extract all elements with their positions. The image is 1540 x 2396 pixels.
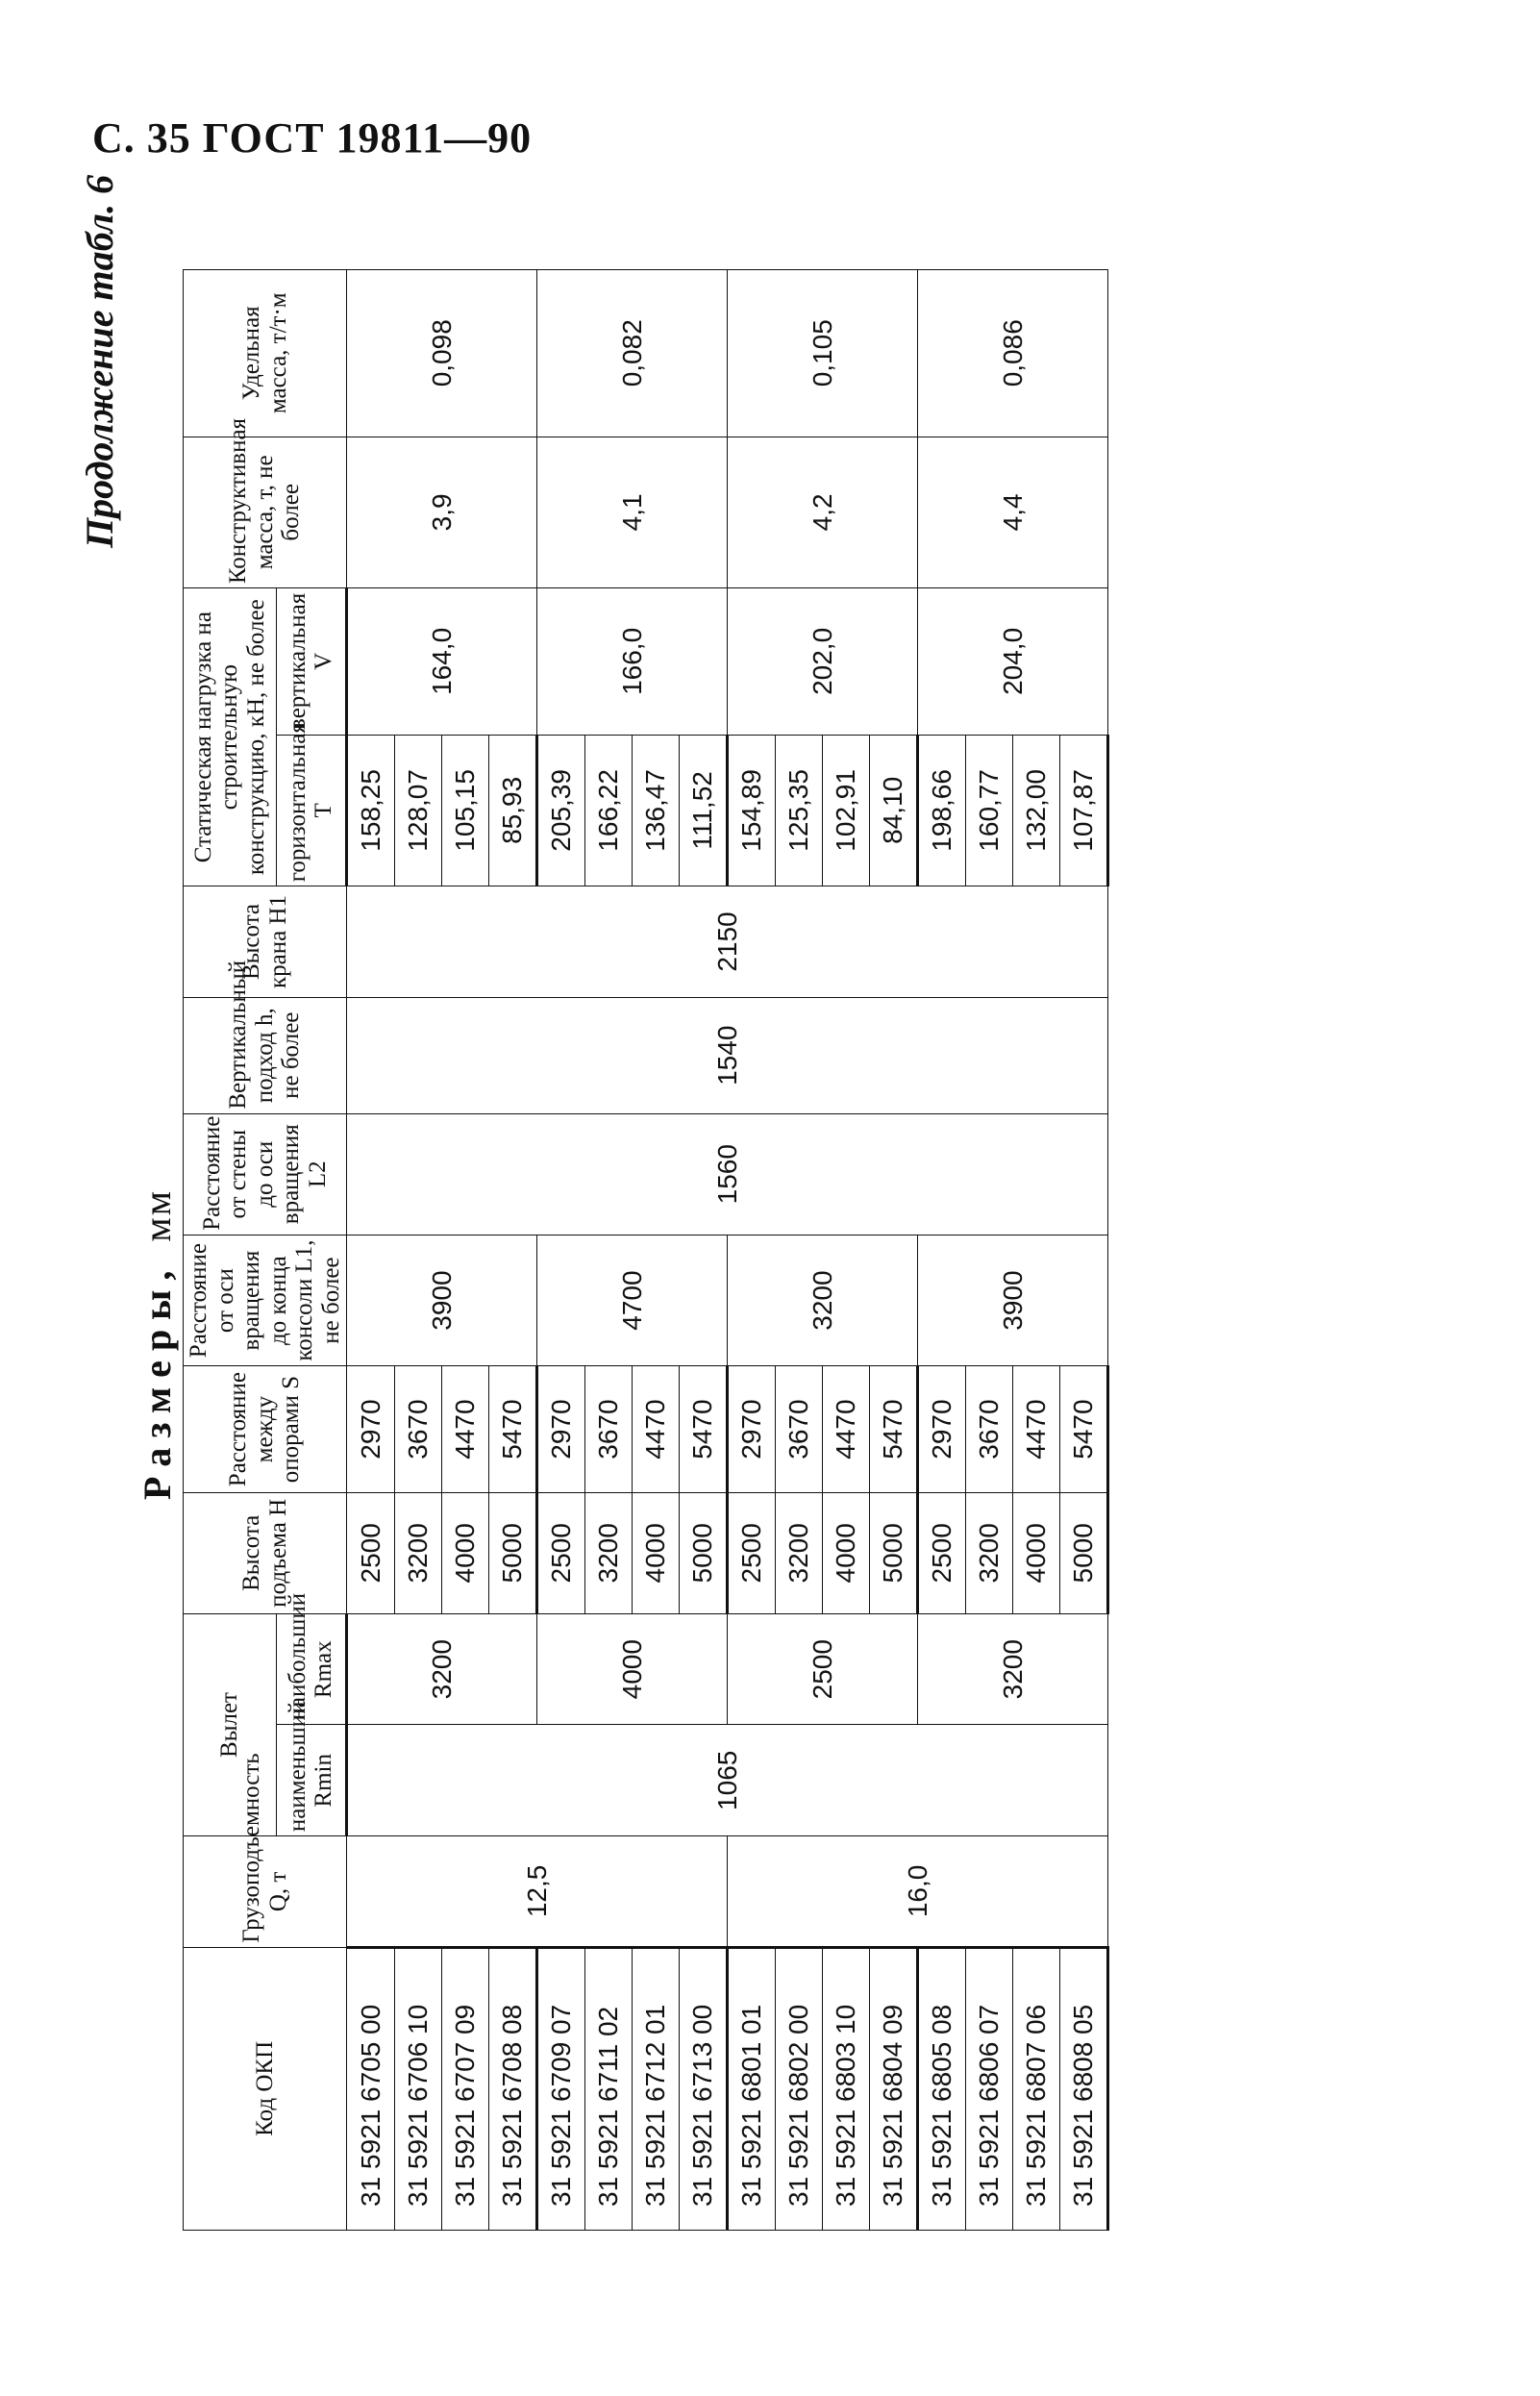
support-distance-cell: 5470 — [680, 1366, 728, 1492]
support-distance-cell: 3670 — [585, 1366, 633, 1492]
load-vertical-cell: 166,0 — [537, 588, 728, 735]
reach-max-cell: 4000 — [537, 1613, 728, 1725]
lift-height-cell: 5000 — [870, 1492, 918, 1613]
col-wall-distance-header: Расстояние от стены до оси вращения L2 — [184, 1113, 347, 1235]
load-horizontal-cell: 102,91 — [823, 735, 870, 886]
lift-height-cell: 3200 — [776, 1492, 823, 1613]
specific-mass-cell: 0,105 — [728, 270, 918, 437]
load-vertical-cell: 202,0 — [728, 588, 918, 735]
support-distance-cell: 3670 — [966, 1366, 1013, 1492]
lift-height-cell: 2500 — [728, 1492, 776, 1613]
col-code-header: Код ОКП — [184, 1947, 347, 2230]
vertical-approach-cell: 1540 — [347, 997, 1108, 1113]
load-vertical-cell: 164,0 — [347, 588, 537, 735]
structural-mass-cell: 4,2 — [728, 437, 918, 588]
col-vertical-approach-header: Вертикальный подход h, не более — [184, 997, 347, 1113]
capacity-cell: 16,0 — [728, 1836, 1108, 1948]
okp-code-cell: 31 5921 6711 02 — [585, 1947, 633, 2230]
continuation-label: Продолжение табл. 6 — [78, 174, 121, 548]
support-distance-cell: 2970 — [347, 1366, 395, 1492]
okp-code-cell: 31 5921 6808 05 — [1060, 1947, 1108, 2230]
load-horizontal-cell: 85,93 — [489, 735, 537, 886]
okp-code-cell: 31 5921 6807 06 — [1013, 1947, 1060, 2230]
okp-code-cell: 31 5921 6801 01 — [728, 1947, 776, 2230]
load-horizontal-cell: 166,22 — [585, 735, 633, 886]
lift-height-cell: 3200 — [395, 1492, 442, 1613]
okp-code-cell: 31 5921 6804 09 — [870, 1947, 918, 2230]
load-horizontal-cell: 136,47 — [633, 735, 680, 886]
reach-min-cell: 1065 — [347, 1725, 1108, 1836]
col-structural-mass-header: Конструктивная масса, т, не более — [184, 437, 347, 588]
load-horizontal-cell: 205,39 — [537, 735, 585, 886]
support-distance-cell: 4470 — [823, 1366, 870, 1492]
support-distance-cell: 5470 — [489, 1366, 537, 1492]
col-reach-min-header: наименьший Rmin — [276, 1725, 346, 1836]
okp-code-cell: 31 5921 6707 09 — [442, 1947, 489, 2230]
support-distance-cell: 2970 — [728, 1366, 776, 1492]
rotated-table-region — [77, 174, 1327, 2231]
table-row — [728, 270, 776, 2231]
dimensions-unit: мм — [136, 1188, 179, 1242]
dimensions-caption — [135, 1189, 180, 1500]
lift-height-cell: 2500 — [537, 1492, 585, 1613]
page-header: С. 35 ГОСТ 19811—90 — [92, 114, 533, 162]
okp-code-cell: 31 5921 6708 08 — [489, 1947, 537, 2230]
structural-mass-cell: 4,4 — [918, 437, 1108, 588]
lift-height-cell: 3200 — [966, 1492, 1013, 1613]
col-load-horizontal-header: горизонтальная T — [276, 735, 346, 886]
load-horizontal-cell: 84,10 — [870, 735, 918, 886]
lift-height-cell: 4000 — [442, 1492, 489, 1613]
col-static-load-header: Статическая нагрузка на строительную конструкцию, кН, не более — [184, 588, 277, 886]
structural-mass-cell: 3,9 — [347, 437, 537, 588]
okp-code-cell: 31 5921 6709 07 — [537, 1947, 585, 2230]
col-crane-height-header: Высота крана H1 — [184, 886, 347, 998]
load-horizontal-cell: 107,87 — [1060, 735, 1108, 886]
lift-height-cell: 3200 — [585, 1492, 633, 1613]
col-support-distance-header: Расстояние между опорами S — [184, 1366, 347, 1492]
okp-code-cell: 31 5921 6705 00 — [347, 1947, 395, 2230]
lift-height-cell: 2500 — [918, 1492, 966, 1613]
load-horizontal-cell: 198,66 — [918, 735, 966, 886]
table-row — [347, 270, 395, 2231]
col-specific-mass-header: Удельная масса, т/т·м — [184, 270, 347, 437]
support-distance-cell: 5470 — [1060, 1366, 1108, 1492]
wall-distance-cell: 1560 — [347, 1113, 1108, 1235]
lift-height-cell: 5000 — [1060, 1492, 1108, 1613]
lift-height-cell: 5000 — [680, 1492, 728, 1613]
col-lift-height-header: Высота подъема H — [184, 1492, 347, 1613]
support-distance-cell: 4470 — [633, 1366, 680, 1492]
support-distance-cell: 5470 — [870, 1366, 918, 1492]
okp-code-cell: 31 5921 6803 10 — [823, 1947, 870, 2230]
reach-max-cell: 3200 — [347, 1613, 537, 1725]
okp-code-cell: 31 5921 6712 01 — [633, 1947, 680, 2230]
load-horizontal-cell: 125,35 — [776, 735, 823, 886]
lift-height-cell: 4000 — [1013, 1492, 1060, 1613]
load-horizontal-cell: 158,25 — [347, 735, 395, 886]
support-distance-cell: 3670 — [776, 1366, 823, 1492]
okp-code-cell: 31 5921 6805 08 — [918, 1947, 966, 2230]
load-horizontal-cell: 111,52 — [680, 735, 728, 886]
okp-code-cell: 31 5921 6802 00 — [776, 1947, 823, 2230]
lift-height-cell: 4000 — [633, 1492, 680, 1613]
specific-mass-cell: 0,098 — [347, 270, 537, 437]
reach-max-cell: 2500 — [728, 1613, 918, 1725]
okp-code-cell: 31 5921 6806 07 — [966, 1947, 1013, 2230]
lift-height-cell: 5000 — [489, 1492, 537, 1613]
load-horizontal-cell: 154,89 — [728, 735, 776, 886]
spec-table — [183, 269, 1109, 2231]
specific-mass-cell: 0,086 — [918, 270, 1108, 437]
reach-max-cell: 3200 — [918, 1613, 1108, 1725]
boom-end-distance-cell: 3900 — [918, 1235, 1108, 1366]
specific-mass-cell: 0,082 — [537, 270, 728, 437]
load-horizontal-cell: 105,15 — [442, 735, 489, 886]
structural-mass-cell: 4,1 — [537, 437, 728, 588]
boom-end-distance-cell: 3900 — [347, 1235, 537, 1366]
load-horizontal-cell: 132,00 — [1013, 735, 1060, 886]
support-distance-cell: 2970 — [918, 1366, 966, 1492]
lift-height-cell: 4000 — [823, 1492, 870, 1613]
col-capacity-header: Грузоподъемность Q, т — [184, 1836, 347, 1948]
boom-end-distance-cell: 3200 — [728, 1235, 918, 1366]
col-reach-max-header: наибольший Rmax — [276, 1613, 346, 1725]
okp-code-cell: 31 5921 6706 10 — [395, 1947, 442, 2230]
okp-code-cell: 31 5921 6713 00 — [680, 1947, 728, 2230]
lift-height-cell: 2500 — [347, 1492, 395, 1613]
support-distance-cell: 2970 — [537, 1366, 585, 1492]
boom-end-distance-cell: 4700 — [537, 1235, 728, 1366]
spec-table-body — [347, 270, 1108, 2231]
support-distance-cell: 3670 — [395, 1366, 442, 1492]
capacity-cell: 12,5 — [347, 1836, 728, 1948]
load-vertical-cell: 204,0 — [918, 588, 1108, 735]
dimensions-caption-text: Размеры, — [136, 1260, 179, 1500]
crane-height-cell: 2150 — [347, 886, 1108, 998]
support-distance-cell: 4470 — [1013, 1366, 1060, 1492]
load-horizontal-cell: 128,07 — [395, 735, 442, 886]
col-boom-end-header: Расстояние от оси вращения до конца консоли L1, не более — [184, 1235, 347, 1366]
col-load-vertical-header: вертикальная V — [276, 588, 346, 735]
support-distance-cell: 4470 — [442, 1366, 489, 1492]
col-reach-group-header: Вылет — [184, 1613, 277, 1835]
load-horizontal-cell: 160,77 — [966, 735, 1013, 886]
